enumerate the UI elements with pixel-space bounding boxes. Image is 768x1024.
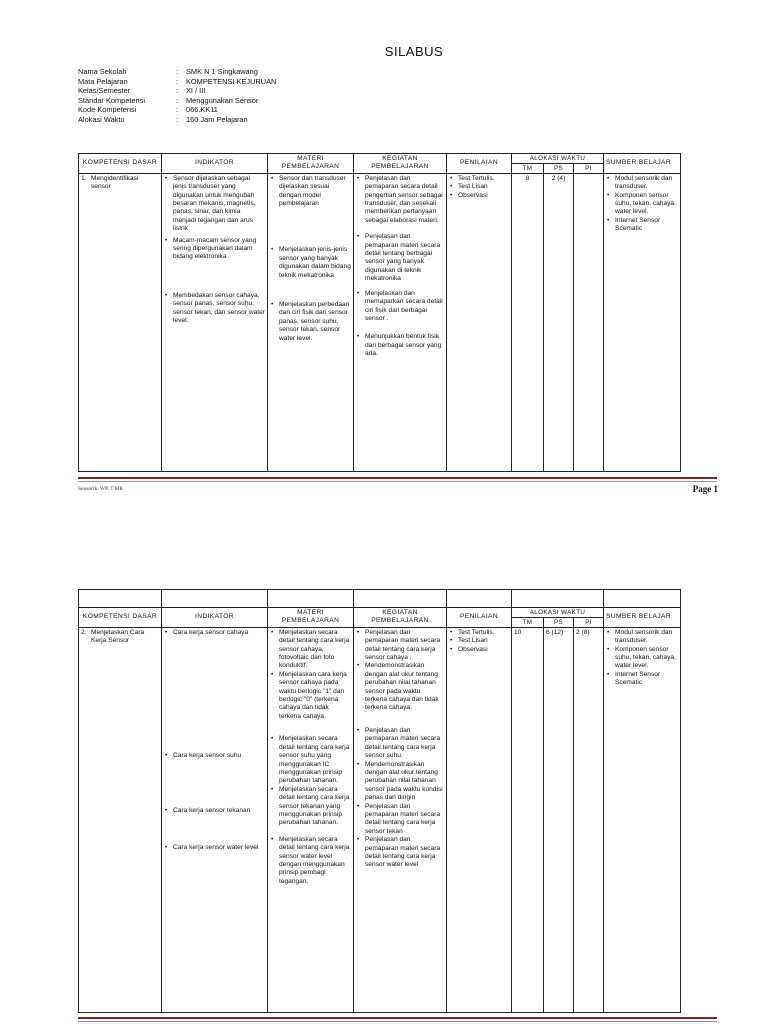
list-item: • Penjelasan dan pemaparan secara detail pengertian sensor sebagai transduser, dan sesekali memberikan pertanyaan sebagai elaborasi materi. xyxy=(365,175,444,225)
list-item: • Membedakan sensor cahaya, sensor panas, sensor suhu, sensor tekan, dan sensor water level. xyxy=(173,292,265,326)
list-item: • Menjelaskan cara kerja sensor cahaya pada waktu berlogic "1" dan berlogic "0" (terkena cahaya dan tidak terkena cahaya. xyxy=(279,671,351,721)
header-kegiatan: KEGIATAN PEMBELAJARAN xyxy=(354,608,447,628)
list-item: • Cara kerja sensor water level xyxy=(173,844,265,852)
sumber-cell xyxy=(604,173,681,471)
list-item: • Menjelaskan secara detail tentang cara kerja sensor tekanan yang menggunakan prinsip perubahan tahanan. xyxy=(279,786,351,828)
footer-note: Sensorik. WP. T.MK xyxy=(78,486,124,492)
list-item: • Sensor dijelaskan sebagai jenis transduser yang digunakan untuk mengubah besaran mekanis, magnetis, panas, sinar, dan kimia menjadi tegangan dan arus listrik xyxy=(173,175,265,234)
list-item: • Penjelasan dan pemaparan materi secara detail tentang cara kerja sensor cahaya . xyxy=(365,629,444,663)
header-pi: PI xyxy=(574,617,604,627)
list-item: • Mendemonstrasikan dengan alat ukur tentang perubahan nilai tahanan sensor pada waktu kondisi panas dan dingin xyxy=(365,761,444,803)
list-item: • Macam-macam sensor yang sering dipergunakan dalam bidang elektronika xyxy=(173,237,265,262)
list-item: • Menjelaskan secara detail tentang cara kerja sensor cahaya, fotovoltaic dan foto konduktif. xyxy=(279,629,351,671)
list-item: • Menjelaskan dan memaparkan secara detail ciri fisik dari berbagai sensor . xyxy=(365,290,444,324)
indikator-cell xyxy=(162,173,268,471)
sumber-cell xyxy=(604,627,681,1012)
kd-number: 1. xyxy=(81,174,87,182)
list-item: • Menjelaskan perbedaan dan ciri fisik dari sensor panas, sensor suhu, sensor tekan, sensor water level. xyxy=(279,301,351,343)
info-label: Mata Pelajaran xyxy=(78,76,128,86)
header-pi: PI xyxy=(574,163,604,173)
header-kegiatan: KEGIATAN PEMBELAJARAN xyxy=(354,154,447,174)
ps-cell: 2 (4) xyxy=(544,173,574,471)
kompetensi-cell xyxy=(79,173,162,471)
page-number: Page 1 xyxy=(692,484,718,494)
info-separator: : xyxy=(176,67,179,76)
info-row xyxy=(78,105,276,115)
info-label: Alokasi Waktu xyxy=(78,114,125,124)
info-separator: : xyxy=(176,95,179,105)
list-item: • Penjelasan dan pemaparan materi secara detail tentang berbagai sensor yang banyak digunakan di teknik mekatronika xyxy=(365,233,444,283)
header-materi: MATERI PEMBELAJARAN xyxy=(268,154,354,174)
ps-cell: 6 (12) xyxy=(544,627,574,1012)
list-item: • Komponen sensor suhu, tekan, cahaya, water level. xyxy=(615,192,678,217)
materi-cell xyxy=(268,173,354,471)
kegiatan-cell xyxy=(354,627,447,1012)
info-value: SMK N 1 Singkawang xyxy=(186,67,258,76)
list-item: • Menjelaskan secara detail tentang cara kerja sensor suhu yang menggunakan IC menggunakan prinsip perubahan tahanan. xyxy=(279,735,351,785)
list-item: • Menjelaskan jenis-jenis sensor yang banyak digunakan dalam bidang teknik mekatronika xyxy=(279,246,351,280)
list-item: • Cara kerja sensor tekanan xyxy=(173,807,265,815)
kd-text: Mengidentifikasi sensor xyxy=(91,174,139,191)
pi-cell xyxy=(574,173,604,471)
info-value: Menggunakan Sensor xyxy=(186,95,259,105)
info-label: Nama Sekolah xyxy=(78,67,127,76)
info-value: 066.KK11 xyxy=(186,105,218,115)
table-header-row xyxy=(79,154,681,164)
header-materi: MATERI PEMBELAJARAN xyxy=(268,608,354,628)
header-ps: PS xyxy=(544,617,574,627)
list-item: • Test Tertulis. xyxy=(458,175,509,183)
list-item: • Menunjukkan bentuk fisik dari berbagai sensor yang ada. xyxy=(365,333,444,358)
page-1 xyxy=(0,0,768,505)
list-item: • Menjelaskan secara detail tentang cara kerja sensor water level dengan menggunakan prinsip pembagi tegangan. xyxy=(279,836,351,886)
table-row xyxy=(79,173,681,471)
footer-rule xyxy=(78,1017,717,1019)
list-item: • Modul sensorik dan transduser. xyxy=(615,629,678,646)
info-separator: : xyxy=(176,76,179,86)
list-item: • Komponen sensor suhu, tekan, cahaya, water level. xyxy=(615,646,678,671)
header-kompetensi: KOMPETENSI DASAR xyxy=(79,154,162,174)
footer-rule-thin xyxy=(78,481,717,482)
list-item: • Cara kerja sensor cahaya xyxy=(173,629,265,637)
syllabus-table-1 xyxy=(78,153,681,472)
list-item: • Modul sensorik dan transduser. xyxy=(615,175,678,192)
header-indikator: INDIKATOR xyxy=(162,154,268,174)
list-item: • Penjelasan dan pemaparan materi secara detail tentang cara kerja sensor tekan xyxy=(365,803,444,837)
tm-cell: 10 xyxy=(512,627,544,1012)
footer-rule xyxy=(78,477,717,479)
header-alokasi: ALOKASI WAKTU xyxy=(512,608,604,618)
tm-cell: 8 xyxy=(512,173,544,471)
info-separator: : xyxy=(176,86,179,96)
kegiatan-cell xyxy=(354,173,447,471)
header-kompetensi: KOMPETENSI DASAR xyxy=(79,608,162,628)
kompetensi-cell xyxy=(79,627,162,1012)
header-penilaian: PENILAIAN xyxy=(447,608,512,628)
list-item: • Mendemonstrasikan dengan alat ukur tentang perubahan nilai tahanan sensor pada waktu terkena cahaya dan tidak terkena cahaya. xyxy=(365,662,444,712)
info-row xyxy=(78,77,276,87)
info-row xyxy=(78,86,276,96)
list-item: • Penjelasan dan pemaparan materi secara detail tentang cara kerja sensor suhu. xyxy=(365,727,444,761)
list-item: • Observasi xyxy=(458,646,509,654)
info-label: Kelas/Semester xyxy=(78,86,131,96)
list-item: • Penjelasan dan pemaparan materi secara detail tentang cara kerja sensor water level xyxy=(365,836,444,870)
document-title: SILABUS xyxy=(384,44,444,59)
info-label: Kode Kompetensi xyxy=(78,105,137,115)
header-tm: TM xyxy=(512,617,544,627)
header-sumber: SUMBER BELAJAR xyxy=(604,608,681,628)
list-item: • Sensor dan transduser dijelaskan sesuai dengan model pembelajaran xyxy=(279,175,351,209)
info-separator: : xyxy=(176,105,179,115)
info-row xyxy=(78,67,276,77)
list-item: • Internet Sensor Scematic xyxy=(615,217,678,234)
school-info xyxy=(78,67,276,125)
list-item: • Test Lisan xyxy=(458,183,509,191)
header-penilaian: PENILAIAN xyxy=(447,154,512,174)
table-row xyxy=(79,627,681,1012)
list-item: • Test Tertulis. xyxy=(458,629,509,637)
info-value: 160 Jam Pelajaran xyxy=(186,114,248,124)
list-item: • Test Lisan xyxy=(458,637,509,645)
info-value: XI / III xyxy=(186,86,206,96)
penilaian-cell xyxy=(447,627,512,1012)
header-sumber: SUMBER BELAJAR xyxy=(604,154,681,174)
table-blank-row xyxy=(79,590,681,608)
header-tm: TM xyxy=(512,163,544,173)
info-row xyxy=(78,96,276,106)
page-gap xyxy=(0,505,768,585)
info-label: Standar Kompetensi xyxy=(78,95,145,105)
info-separator: : xyxy=(176,114,179,124)
pi-cell: 2 (8) xyxy=(574,627,604,1012)
indikator-cell xyxy=(162,627,268,1012)
penilaian-cell xyxy=(447,173,512,471)
info-row xyxy=(78,115,276,125)
kd-text: Menjelaskan Cara Kerja Sensor xyxy=(91,628,145,645)
list-item: • Cara kerja sensor suhu xyxy=(173,752,265,760)
table-header-row xyxy=(79,608,681,618)
info-value: KOMPETENSI KEJURUAN xyxy=(186,76,277,86)
list-item: • Internet Sensor Scematic xyxy=(615,671,678,688)
materi-cell xyxy=(268,627,354,1012)
footer-rule-thin xyxy=(78,1021,717,1022)
kd-number: 2. xyxy=(81,628,87,636)
list-item: • Observasi xyxy=(458,192,509,200)
header-ps: PS xyxy=(544,163,574,173)
syllabus-table-2 xyxy=(78,589,681,1013)
header-alokasi: ALOKASI WAKTU xyxy=(512,154,604,164)
header-indikator: INDIKATOR xyxy=(162,608,268,628)
